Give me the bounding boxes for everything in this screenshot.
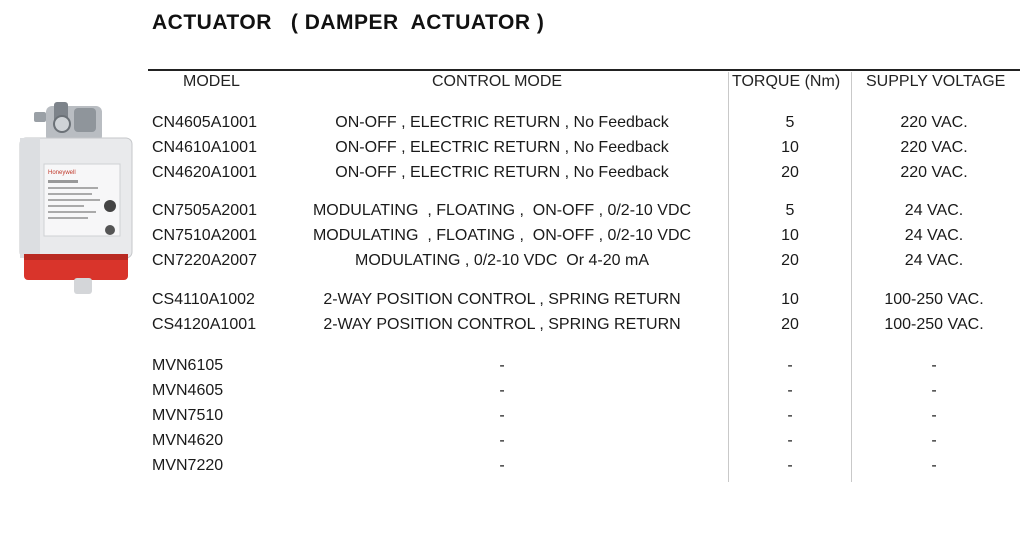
- model-cell: CN4605A1001: [152, 114, 257, 131]
- supply-voltage-cell: 24 VAC.: [904, 227, 964, 244]
- torque-column-header: TORQUE (Nm): [732, 73, 841, 90]
- control-mode-cell: -: [499, 357, 505, 374]
- table-row: [148, 430, 1020, 454]
- model-cell: CS4110A1002: [152, 291, 255, 308]
- supply-voltage-cell: -: [931, 407, 937, 424]
- torque-cell: -: [787, 407, 793, 424]
- torque-cell: 20: [781, 252, 799, 269]
- control-mode-cell: -: [499, 457, 505, 474]
- torque-cell: 5: [785, 202, 795, 219]
- table-row: [148, 289, 1020, 313]
- model-cell: CN7220A2007: [152, 252, 257, 269]
- supply-voltage-cell: 24 VAC.: [904, 202, 964, 219]
- torque-cell: -: [787, 357, 793, 374]
- model-cell: CN4620A1001: [152, 164, 257, 181]
- control-mode-cell: 2-WAY POSITION CONTROL , SPRING RETURN: [323, 316, 681, 333]
- model-cell: MVN4620: [152, 432, 224, 449]
- control-mode-cell: 2-WAY POSITION CONTROL , SPRING RETURN: [323, 291, 681, 308]
- torque-cell: 20: [781, 164, 799, 181]
- control-mode-cell: -: [499, 407, 505, 424]
- brand-label: Honeywell: [48, 170, 76, 176]
- control-mode-cell: -: [499, 382, 505, 399]
- torque-cell: 20: [781, 316, 799, 333]
- table-row: [148, 162, 1020, 186]
- supply-voltage-cell: -: [931, 432, 937, 449]
- model-cell: MVN7220: [152, 457, 224, 474]
- torque-cell: 5: [785, 114, 795, 131]
- damper-actuator-photo-icon: [8, 102, 134, 298]
- model-cell: MVN6105: [152, 357, 224, 374]
- control-mode-cell: ON-OFF , ELECTRIC RETURN , No Feedback: [335, 114, 669, 131]
- supply-voltage-column-header: SUPPLY VOLTAGE: [866, 73, 1006, 90]
- supply-voltage-cell: 220 VAC.: [900, 114, 968, 131]
- control-mode-cell: ON-OFF , ELECTRIC RETURN , No Feedback: [335, 164, 669, 181]
- page-title: ACTUATOR ( DAMPER ACTUATOR ): [152, 11, 545, 34]
- supply-voltage-cell: 100-250 VAC.: [884, 291, 984, 308]
- supply-voltage-cell: -: [931, 357, 937, 374]
- torque-cell: 10: [781, 291, 799, 308]
- torque-cell: -: [787, 457, 793, 474]
- model-cell: CN7505A2001: [152, 202, 257, 219]
- table-row: [148, 200, 1020, 224]
- table-row: [148, 405, 1020, 429]
- supply-voltage-cell: 24 VAC.: [904, 252, 964, 269]
- supply-voltage-cell: 220 VAC.: [900, 139, 968, 156]
- torque-cell: 10: [781, 227, 799, 244]
- torque-cell: 10: [781, 139, 799, 156]
- table-row: [148, 355, 1020, 379]
- model-cell: CN4610A1001: [152, 139, 257, 156]
- control-mode-column-header: CONTROL MODE: [432, 73, 563, 90]
- table-row: [148, 314, 1020, 338]
- control-mode-cell: MODULATING , 0/2-10 VDC Or 4-20 mA: [355, 252, 649, 269]
- table-row: [148, 225, 1020, 249]
- header-rule: [148, 69, 1020, 71]
- torque-cell: -: [787, 382, 793, 399]
- supply-voltage-cell: 100-250 VAC.: [884, 316, 984, 333]
- model-column-header: MODEL: [183, 73, 240, 90]
- table-row: [148, 250, 1020, 274]
- control-mode-cell: MODULATING , FLOATING , ON-OFF , 0/2-10 VDC: [312, 202, 692, 219]
- control-mode-cell: ON-OFF , ELECTRIC RETURN , No Feedback: [335, 139, 669, 156]
- supply-voltage-cell: -: [931, 457, 937, 474]
- model-cell: MVN7510: [152, 407, 224, 424]
- model-cell: MVN4605: [152, 382, 224, 399]
- table-row: [148, 112, 1020, 136]
- control-mode-cell: -: [499, 432, 505, 449]
- table-row: [148, 137, 1020, 161]
- supply-voltage-cell: -: [931, 382, 937, 399]
- supply-voltage-cell: 220 VAC.: [900, 164, 968, 181]
- model-cell: CS4120A1001: [152, 316, 257, 333]
- torque-cell: -: [787, 432, 793, 449]
- control-mode-cell: MODULATING , FLOATING , ON-OFF , 0/2-10 VDC: [312, 227, 692, 244]
- table-row: [148, 455, 1020, 479]
- table-row: [148, 380, 1020, 404]
- model-cell: CN7510A2001: [152, 227, 257, 244]
